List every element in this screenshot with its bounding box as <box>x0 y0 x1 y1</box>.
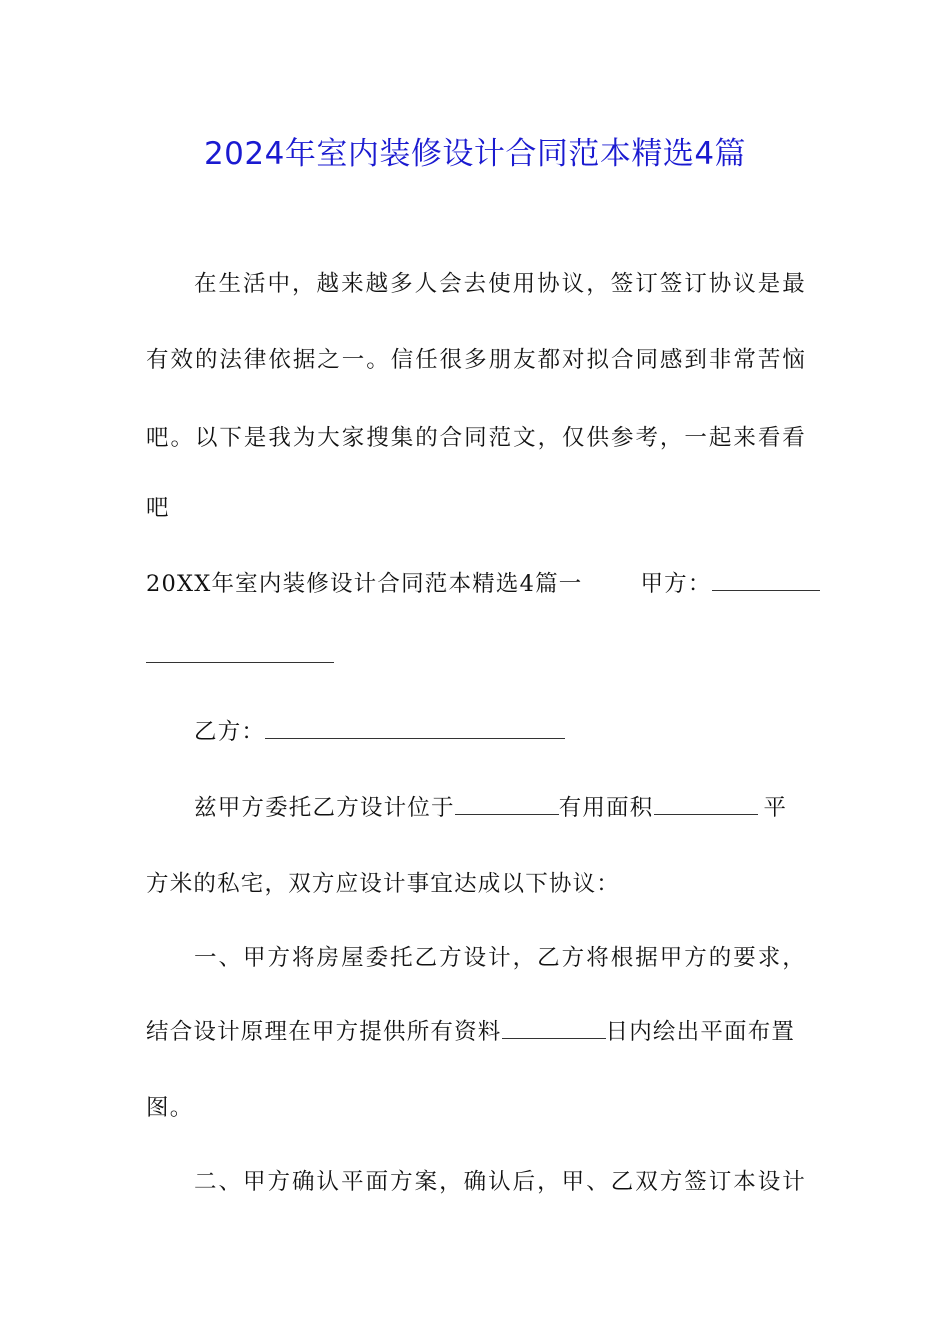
intro-line-4: 吧 <box>146 495 170 521</box>
party-b-label: 乙方： <box>194 719 266 745</box>
section-heading: 20XX年室内装修设计合同范本精选4篇一 <box>146 571 583 597</box>
location-blank <box>455 790 559 815</box>
document-title: 2024年室内装修设计合同范本精选4篇 <box>203 136 747 172</box>
party-b-blank <box>265 714 565 739</box>
clause-intro-line-2: 方米的私宅，双方应设计事宜达成以下协议： <box>146 871 621 897</box>
party-a-label: 甲方： <box>640 571 712 597</box>
party-b-line <box>146 712 806 752</box>
clause-1-text-b: 日内绘出平面布置 <box>605 1019 796 1045</box>
intro-line-2: 有效的法律依据之一。信任很多朋友都对拟合同感到非常苦恼 <box>146 347 806 373</box>
clause-1-line-1: 一、甲方将房屋委托乙方设计，乙方将根据甲方的要求， <box>194 945 806 971</box>
section-heading-line <box>146 564 806 604</box>
intro-line-1: 在生活中，越来越多人会去使用协议，签订签订协议是最 <box>194 271 806 297</box>
party-a-blank-continued-line <box>146 636 806 676</box>
clause-1-line-2 <box>146 1012 806 1052</box>
days-blank <box>502 1014 606 1039</box>
area-blank <box>654 790 758 815</box>
clause-intro-text-c: 平 <box>763 795 788 821</box>
clause-1-text-a: 结合设计原理在甲方提供所有资料 <box>146 1019 502 1045</box>
clause-2-line-1: 二、甲方确认平面方案，确认后，甲、乙双方签订本设计 <box>194 1169 806 1195</box>
clause-1-line-3: 图。 <box>146 1095 194 1121</box>
intro-line-3: 吧。以下是我为大家搜集的合同范文，仅供参考，一起来看看 <box>146 425 806 451</box>
party-a-blank <box>712 566 820 591</box>
party-a-blank-continued <box>146 638 334 663</box>
clause-intro-line-1 <box>146 788 806 828</box>
clause-intro-text-a: 兹甲方委托乙方设计位于 <box>194 795 455 821</box>
clause-intro-text-b: 有用面积 <box>558 795 654 821</box>
